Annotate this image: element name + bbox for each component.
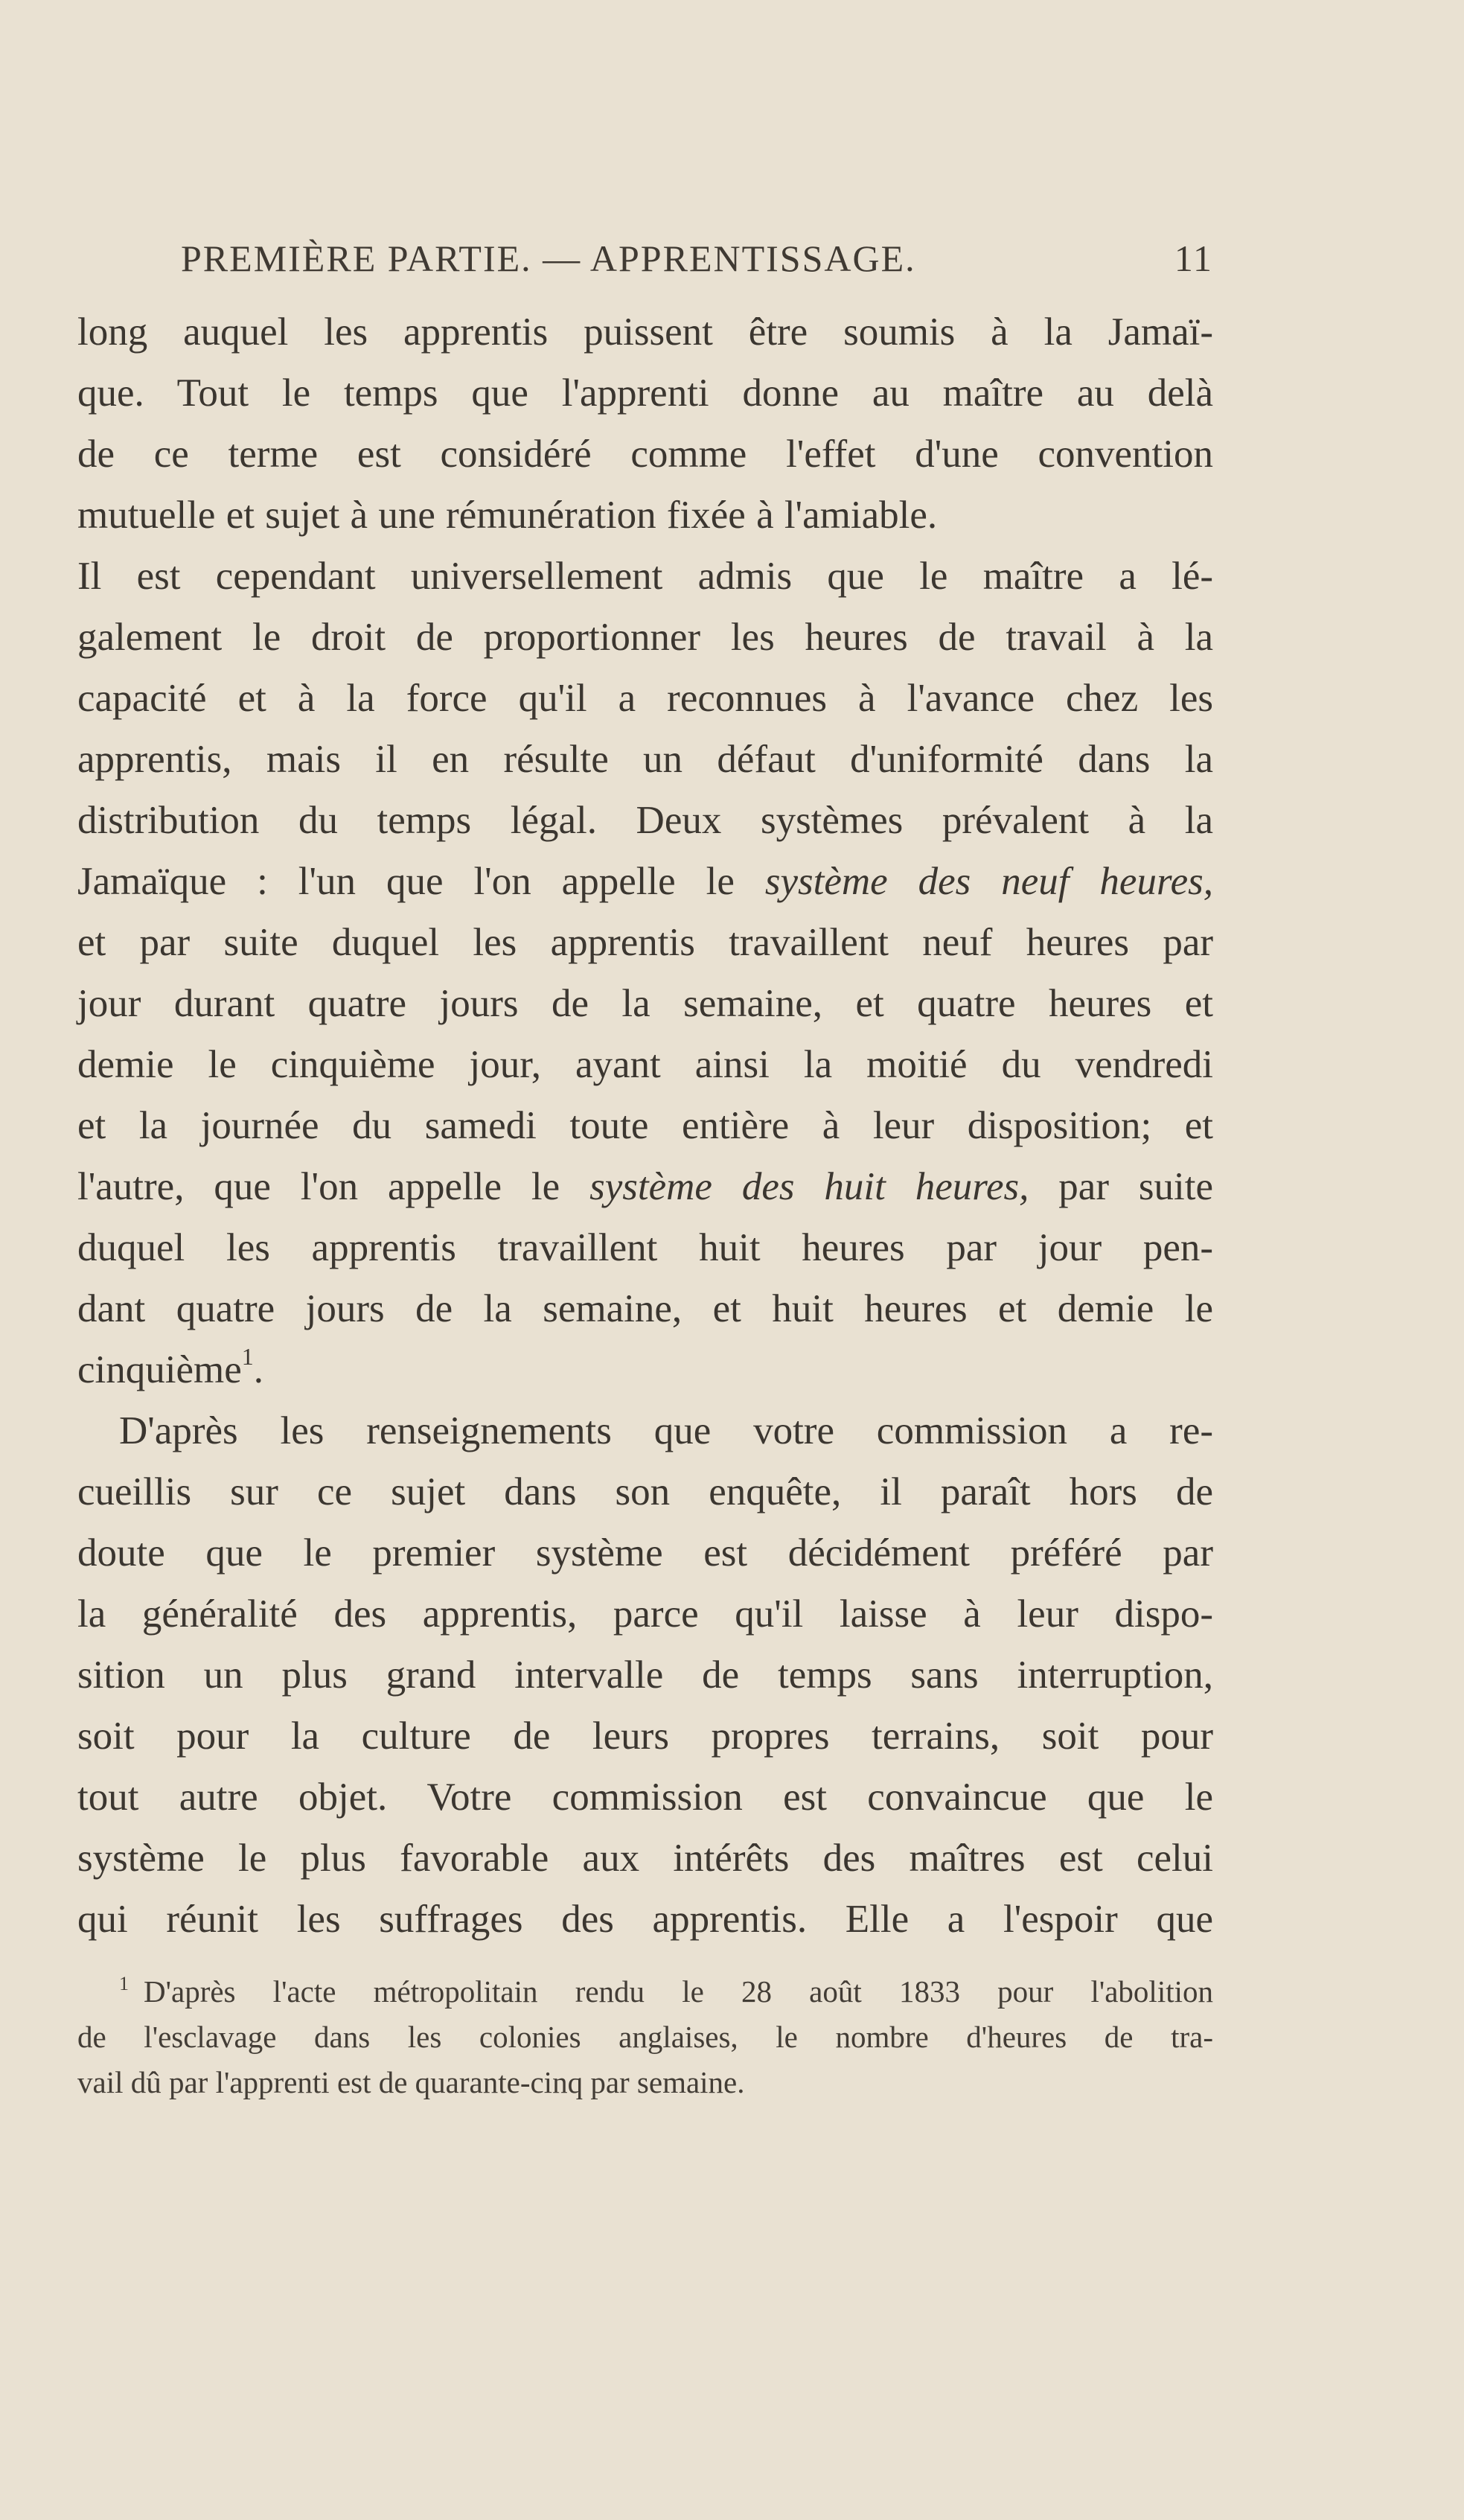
text-line: tout autre objet. Votre commission est convaincue que le (77, 1776, 1213, 1819)
text-line: apprentis, mais il en résulte un défaut d'uniformité dans la (77, 738, 1213, 781)
footnote-mark: 1 (119, 1973, 129, 1994)
footnote-line (77, 1969, 1213, 2015)
text-line: Il est cependant universellement admis que le maître a lé- (77, 555, 1213, 598)
text-line (77, 1339, 1213, 1400)
text-span: . (253, 1348, 263, 1391)
text-line: système le plus favorable aux intérêts des maîtres est celui (77, 1837, 1213, 1880)
page-number: 11 (1174, 237, 1213, 279)
text-line: que. Tout le temps que l'apprenti donne au maître au delà (77, 371, 1213, 415)
text-line: duquel les apprentis travaillent huit heures par jour pen- (77, 1226, 1213, 1269)
text-line: doute que le premier système est décidément préféré par (77, 1531, 1213, 1575)
text-line: D'après les renseignements que votre commission a re- (119, 1409, 1213, 1452)
footnote-reference[interactable]: 1 (241, 1343, 254, 1370)
italic-term: système des neuf heures, (764, 860, 1214, 903)
text-span: l'autre, que l'on appelle le (77, 1165, 590, 1208)
text-line: capacité et à la force qu'il a reconnues à l'avance chez les (77, 677, 1213, 720)
italic-term: système des huit heures, (589, 1165, 1029, 1208)
text-line: dant quatre jours de la semaine, et huit heures et demie le (77, 1287, 1213, 1330)
running-head (108, 237, 1213, 289)
text-line: galement le droit de proportionner les heures de travail à la (77, 616, 1213, 659)
text-line (77, 851, 1213, 912)
body-text (77, 302, 1213, 1950)
footnote (77, 1969, 1213, 2105)
text-line (77, 1156, 1213, 1217)
running-title: PREMIÈRE PARTIE. — APPRENTISSAGE. (181, 237, 916, 279)
footnote-line: vail dû par l'apprenti est de quarante-cinq par semaine. (77, 2065, 745, 2099)
text-span: Jamaïque : l'un que l'on appelle le (77, 860, 765, 903)
text-line: cueillis sur ce sujet dans son enquête, il paraît hors de (77, 1470, 1213, 1513)
text-line: de ce terme est considéré comme l'effet d'une convention (77, 433, 1213, 476)
text-line: sition un plus grand intervalle de temps sans interruption, (77, 1653, 1213, 1697)
text-line: long auquel les apprentis puissent être soumis à la Jamaï- (77, 310, 1213, 354)
text-line: et la journée du samedi toute entière à leur disposition; et (77, 1104, 1213, 1147)
footnote-line: de l'esclavage dans les colonies anglaises, le nombre d'heures de tra- (77, 2020, 1213, 2054)
text-line: jour durant quatre jours de la semaine, et quatre heures et (77, 982, 1213, 1025)
text-span: par suite (1029, 1165, 1213, 1208)
text-line: soit pour la culture de leurs propres terrains, soit pour (77, 1714, 1213, 1758)
text-line: et par suite duquel les apprentis travaillent neuf heures par (77, 921, 1213, 964)
text-line: qui réunit les suffrages des apprentis. Elle a l'espoir que (77, 1898, 1213, 1941)
text-line: demie le cinquième jour, ayant ainsi la moitié du vendredi (77, 1043, 1213, 1086)
footnote-text: D'après l'acte métropolitain rendu le 28 août 1833 pour l'abolition (144, 1974, 1213, 2009)
text-line: mutuelle et sujet à une rémunération fixée à l'amiable. (77, 494, 938, 537)
text-span: cinquième (77, 1348, 242, 1391)
text-line: distribution du temps légal. Deux systèmes prévalent à la (77, 799, 1213, 842)
text-line: la généralité des apprentis, parce qu'il laisse à leur dispo- (77, 1592, 1213, 1636)
